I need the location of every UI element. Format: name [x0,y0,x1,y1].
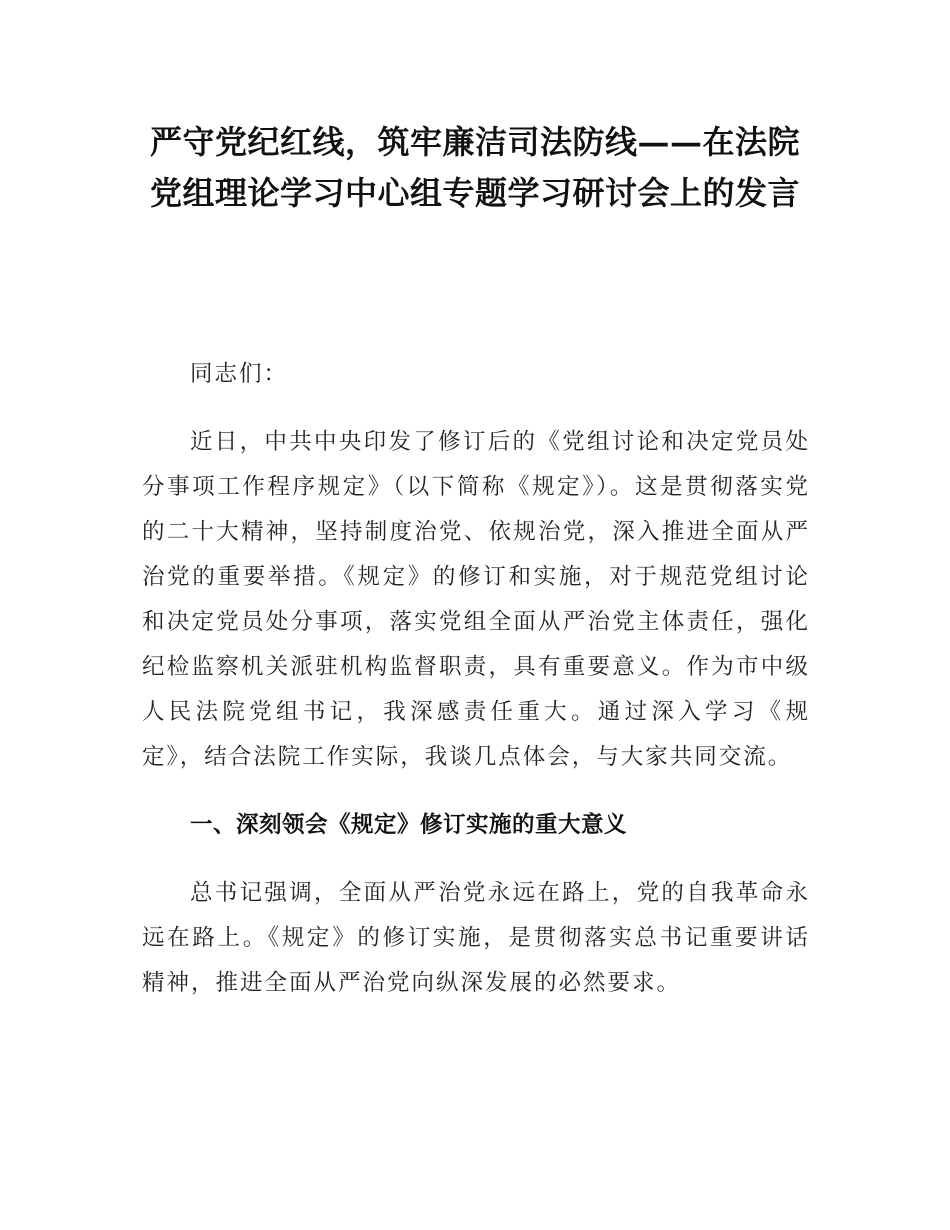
intro-paragraph: 近日，中共中央印发了修订后的《党组讨论和决定党员处分事项工作程序规定》（以下简称《规定》）。这是贯彻落实党的二十大精神，坚持制度治党、依规治党，深入推进全面从严治党的重要举措。《规定》的修订和实施，对于规范党组讨论和决定党员处分事项，落实党组全面从严治党主体责任，强化纪检监察机关派驻机构监督职责，具有重要意义。作为市中级人民法院党组书记，我深感责任重大。通过深入学习《规定》，结合法院工作实际，我谈几点体会，与大家共同交流。 [142,429,810,770]
document-title: 严守党纪红线，筑牢廉洁司法防线——在法院党组理论学习中心组专题学习研讨会上的发言 [149,123,800,212]
document-body [142,352,810,1029]
section-heading: 一、深刻领会《规定》修订实施的重大意义 [190,812,628,838]
salutation: 同志们： [190,361,289,387]
section-paragraph: 总书记强调，全面从严治党永远在路上，党的自我革命永远在路上。《规定》的修订实施，是贯彻落实总书记重要讲话精神，推进全面从严治党向纵深发展的必然要求。 [142,880,810,996]
